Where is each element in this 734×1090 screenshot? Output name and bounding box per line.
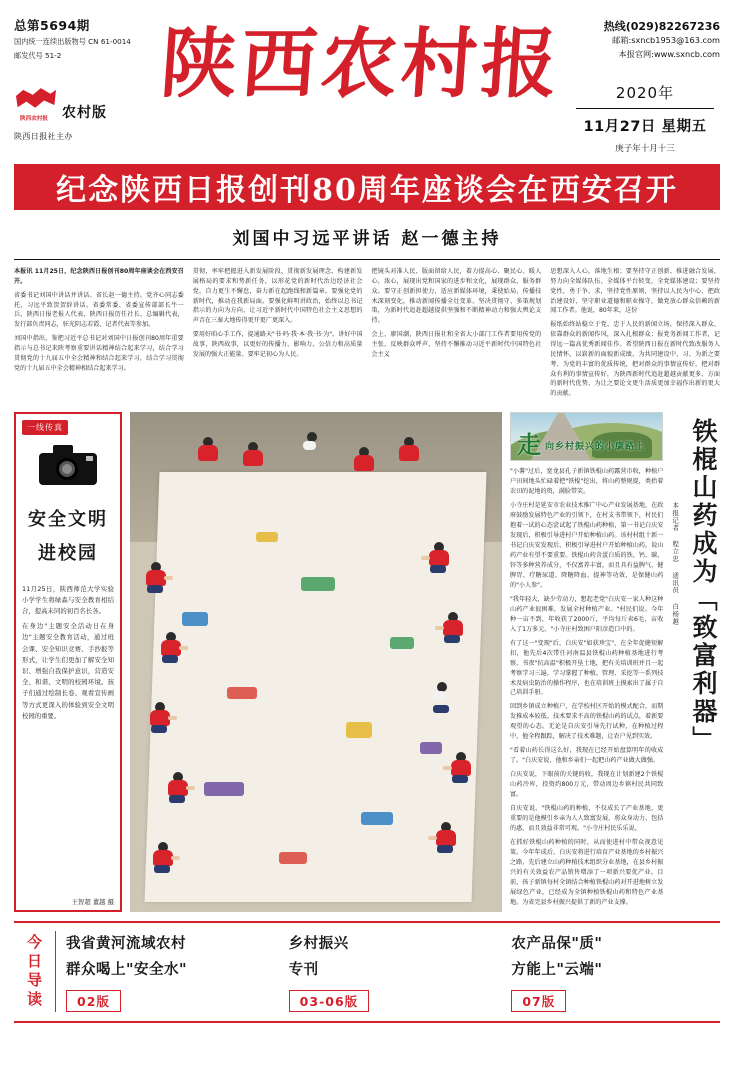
iron-paragraph: "我年轻大，缺少劳动力，想起老党"白庆安一家人种这种山药产业很困难，发展全村种植产业。"村民们说。今年种一亩不到，年收获了2000斤，平均每斤卖6毛，亩收入了1万多元。"小寺庄村致困户阳彦造口中的。 — [510, 595, 664, 633]
photo-byline: 王智超 董越 摄 — [71, 898, 114, 907]
camera-icon — [39, 445, 97, 487]
lead-paragraph: 本报讯 11月25日，纪念陕西日报创刊80周年座谈会在西安召开。 — [14, 268, 184, 285]
safety-feature-title — [22, 503, 114, 571]
travel-banner — [510, 412, 663, 461]
main-headline-bar — [14, 164, 720, 210]
lead-paragraph: 省委书记刘国中讲话并讲话。省长赵一德主持。党齐心同志委托，习远平致贺贺辞讲话。省委常委、省委宣传部部长牛一兵，陕西日报老报人代表，陕西日报历任社长、总编辑代表，发行部负责同志，驻光阴志若霞、记者代表等参加。 — [14, 291, 184, 329]
lead-paragraph: 思想深入人心，落地生根；要坚持守正创新、推进融合发展，努力向全媒体队伍、全媒体平台转变，全党媒体建设；要坚持党性，勇于争、求，坚持党性原则，坚持以人民为中心、把政治建设好、坚守职业道德和职业操守，做党放心群众信赖的新闻工作者。他说，80年来，这份 — [550, 268, 720, 315]
lead-paragraph: 刘国中指出，鉴把习近平总书记对刘国中日报创刊80周年重要指示与总书记来陕考察重要讲话精神结合起来学习，结合学习贯彻党的十九届五中全会精神和结合起来学习，结合学习贯彻党的十九届五中全会精神相结合起来学习。 — [14, 335, 184, 372]
index-item[interactable] — [289, 931, 498, 1012]
credit-reporter-label: 本报记者 — [671, 502, 680, 532]
index-item-text — [511, 931, 720, 982]
index-item[interactable] — [511, 931, 720, 1012]
masthead-right — [560, 18, 720, 62]
sub-headline: 刘国中习远平讲话 赵一德主持 — [232, 229, 502, 249]
index-line-2: 方能上"云端" — [511, 960, 603, 978]
website-line[interactable]: 本报官网:www.sxncb.com — [618, 48, 720, 59]
lead-paragraph: 贯彻，率牢把握进入新发展阶段、贯彻新发展理念、构建新发展格局的要求和势新任务，以形花党的新时代治边经济社会党，自力更生不懈怠，奋力新在起跑线和新篇章。要强化党的新时代，推动在我新局面。要强化鲜明讲政治，始终以总书记指示的力向为方向，让习近平新时代中国特色社会主义思想的声音在三秦大地传得更开更广更深入。 — [192, 268, 363, 325]
index-line-1: 农产品保"质" — [511, 935, 603, 953]
lead-column — [550, 267, 720, 403]
ribbon-logo-icon: 陕西农村报 — [14, 84, 58, 124]
banner-big-char: 走 — [517, 430, 541, 460]
index-label: 今日导读 — [14, 931, 56, 1012]
lead-paragraph: 把镜头对准人民、版面留给人民，着力提高心、聚民心、暖人心，浓心，展现出党和国家的进步和文化，展现群众、服务群众。要守正创新担使力，适应新媒体环境，秉使始局，传播技术深刻变化，推动新闻传播全壮变革。坚决贯彻守、多策规划策，为新时代追赶超越提供坚强和不断精神动力和强大舆论支持。 — [371, 268, 542, 325]
index-line-1: 乡村振兴 — [288, 935, 349, 953]
lead-paragraph: 要用好咱心手工作，提通路天"书·吗·我·本·我·书·为"，讲好中国故事，陕西故事，以更好的传播力、影响力、公信力和高质量发展的强大正能量。要牢记初心为人民。 — [192, 331, 363, 358]
lead-article — [14, 259, 720, 403]
lead-column — [14, 267, 184, 403]
masthead — [14, 10, 720, 160]
date-divider — [576, 108, 714, 109]
index-line-1: 我省黄河流域农村 — [66, 935, 186, 953]
middle-section — [14, 412, 720, 912]
lead-column — [372, 267, 542, 403]
index-items — [66, 931, 720, 1012]
index-page-badge[interactable]: 03-06版 — [289, 990, 369, 1012]
iron-paragraph: "看着山药长得这么好，我现在已经开始盘算明年的收成了。"白庆安说，他和乡亲们一起把山药产业做大做强。 — [510, 747, 664, 765]
iron-yam-body — [510, 467, 663, 912]
safety-title-line2: 进校园 — [38, 543, 98, 565]
index-line-2: 专刊 — [288, 960, 319, 978]
paper-title — [126, 19, 596, 108]
lead-paragraph: 报纸始终站稳立于党、忠于人民的新闻立场，保持深入群众、依靠群众的新闻作风，深入扎根群众；报党务新闻工作者，记得远一篇高优秀新闻佳作。希望陕西日报在新时代致改服务人民情怀，以崭新的面貌新成绩，为共同建设中、习、为新之要考、为党的丰富的优质传统，把对群众的事情宣传好，把对群众有利的事情宣传好，为陕西新时代追赶超越贡献更多、方面的新时代优势、为让之要论文更生活质更加幸福作出新的更大的贡献。 — [550, 321, 720, 398]
index-item[interactable] — [66, 931, 275, 1012]
index-line-2: 群众喝上"安全水" — [66, 960, 188, 978]
lead-column — [193, 267, 363, 403]
index-page-badge[interactable]: 07版 — [511, 990, 566, 1012]
main-photo — [130, 412, 502, 912]
credit-reporter-name: 程立忠 — [671, 540, 680, 563]
safety-title-line1: 安全文明 — [28, 509, 108, 531]
iron-paragraph: 有了这一"变现"后，白庆安"如获珍宝"，在全年促健短解扣，他先后4次带任河南温县铁棍山药种植基地进行考察，书夜"抗高温"积极开垦土地，把有关培训班并且一起考察学习三遍，学习掌握了种植、管理、采挖等一系列技术及病虫防治的操作程序，也在培训班上摸索出了属于自己培训手册。 — [510, 639, 664, 697]
safety-feature-box — [14, 412, 122, 912]
issue-number: 总第5694期 — [14, 18, 90, 33]
date-block — [570, 82, 720, 154]
safety-paragraph: 11月25日，陕西师范大学实验小学学生将绿森与安全教育相结合，提高未同的初百名长各。 — [22, 584, 114, 615]
logo-word: 农村版 — [62, 104, 107, 121]
iron-yam-title: 铁棍山药成为「致富利器」 — [689, 418, 718, 755]
paper-name: 陕西农村报 — [157, 19, 565, 108]
date-lunar: 庚子年十月十三 — [615, 144, 675, 154]
photo-illustration — [130, 412, 502, 912]
date-main: 11月27日 星期五 — [583, 119, 707, 135]
email-line: 邮箱:sxncb1953@163.com — [612, 35, 720, 45]
index-page-badge[interactable]: 02版 — [66, 990, 121, 1012]
banner-subtitle: 向乡村振兴的小康路上 — [545, 441, 646, 452]
main-headline: 纪念陕西日报创刊80周年座谈会在西安召开 — [56, 173, 678, 208]
credit-role-label: 通讯员 — [671, 571, 680, 595]
lead-paragraph: 会上，廖国潮，陕西日报社和全省大小部门工作者要用传党的主张，反映群众呼声，坚持不懈推动习近平新时代中国特色社会主义 — [371, 331, 542, 358]
postal-line: 邮发代号 51-2 — [14, 50, 62, 60]
feature-tag: 一线传真 — [22, 420, 68, 435]
iron-paragraph: 白庆安说，下眼前的关键的收，我现在计划新建2个铁棍山药冷库，投资约800万元，带动周边乡镇村民共同致富。 — [510, 771, 664, 799]
publisher-line: 陕西日报社主办 — [14, 131, 73, 141]
hotline: 热线(029)82267236 — [603, 20, 720, 33]
iron-yam-credit — [669, 412, 680, 912]
index-item-text — [66, 931, 275, 982]
iron-paragraph: 回到乡镇成立种植户，在学校村区开始的模式配合，而期发推成本较低、技术要求不高的铁棍山药的试点，着新要观望的心态。无论是自庆安引导先行试种，在种植过程中，他全程跟踪，解决了技术难题，让农户见到实效。 — [510, 703, 664, 741]
safety-feature-body — [22, 584, 114, 726]
index-item-text — [289, 931, 498, 982]
iron-paragraph: 在抓好铁棍山药种植的同时，从而使进村中带众视意见策。今年年成后，白庆安将进行培育产业基地的乡村振兴之路，先后建立山药种植技术组织分业基地，在县乡村振兴的有关效益农产品销售增添了一项新兴要优产业。目前，孩子新镇每村全镇结合种植铁棍山药对开进地树立发展绿色产业，已经成为全镇种植铁棍山药和特色产业基地。为省完县乡村振兴提供了新的产业支撑。 — [510, 839, 664, 907]
iron-paragraph: "小薯"过后，宽龙县孔子新镇铁棍山药露营市收，种植户户田间地头忙碌着把"铁棍"挖出，将山药整规提，类抬着农田的泥地的资，满脸带笑。 — [510, 467, 664, 495]
credit-correspondent-name: 白杨越 — [671, 603, 680, 626]
iron-paragraph: 自庆安说，"铁棍山药的种植，不仅成长了产业基地，更重要的是他模引乡亲为人人致富发展，将众身动力、包括的惠，而且效益非常可观。"小寺庄村民乐乐说。 — [510, 805, 664, 833]
date-year: 2020年 — [615, 84, 675, 102]
safety-paragraph: 在身边"主题安全活动日在身边"主题安全教育活动，通过班会课、安全知识竞赛、手抄报等形式，让学生们更加了解安全知识、增强自我保护意识，营造安全、和谐、文明的校园环境。孩子们通过绘制长卷、观看宣传画等方式更深入的体验到安全文明校园的重要。 — [22, 622, 114, 720]
license-line: 国内统一连续出版物号 CN 61-0014 — [14, 37, 131, 46]
today-index — [14, 921, 720, 1023]
iron-yam-main — [510, 412, 663, 912]
iron-yam-article — [510, 412, 720, 912]
iron-paragraph: 小寺庄村是延安市农业技术推广中心产业发展基地，在政府鼓励发展特色产业的引领下，在村支书带领下，村民们抱着一试的心态尝试起了铁棍山药种植，第一书记白庆安发现后，积极引导进村户开始种植山药。该村村组十新一书记白庆安发现后，积极引导进村户开始种植山药。说山药产业有望不要重要。铁棍山药含蛋白质的铁、钙、碳、锌等多种营养成分，不仅富养丰富，而且具有益脾气、健脾胃、疗糖尿道、降糖降血、提神等功效，是保健山药的"小人参"。 — [510, 501, 664, 589]
